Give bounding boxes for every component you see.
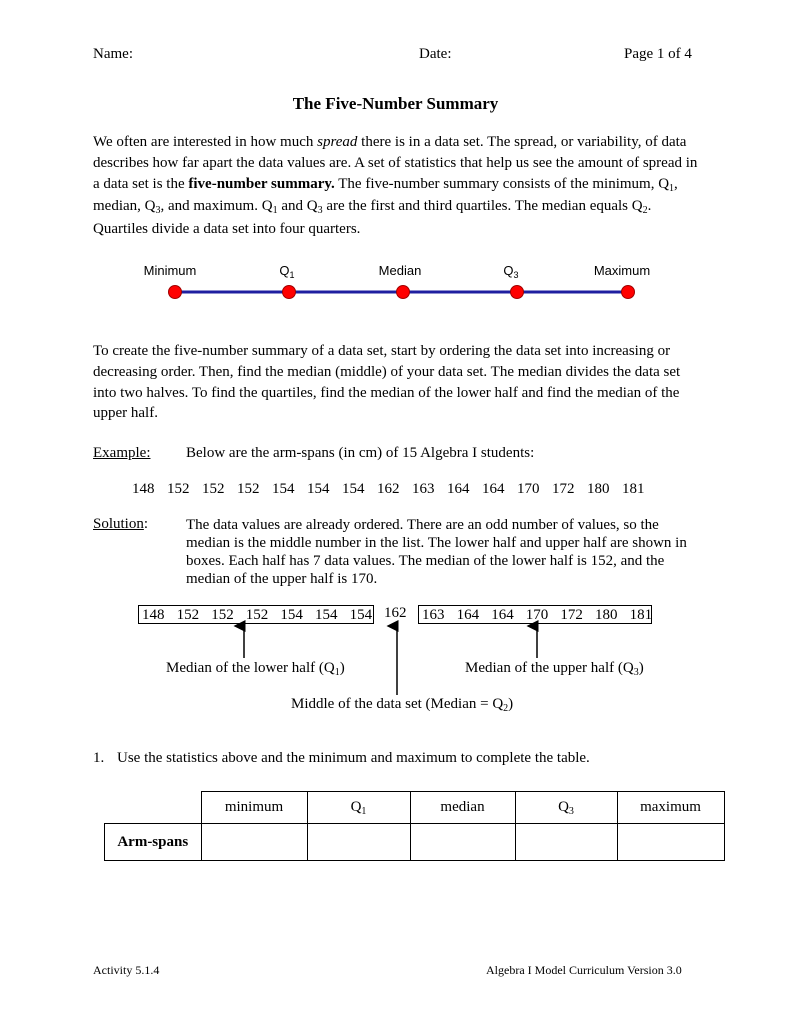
- upper-median-caption: Median of the upper half $(Q_3)$: [465, 660, 644, 678]
- lower-half-value: 152: [211, 607, 234, 623]
- lower-half-value: 152: [176, 607, 200, 623]
- intro-text-1: We often are interested in how much: [93, 134, 318, 150]
- subscript: 3: [155, 205, 161, 217]
- intro-paragraph: [93, 132, 703, 240]
- solution-label: Solution:: [93, 516, 149, 532]
- example-value: 164: [447, 481, 470, 497]
- upper-half-value: 181: [629, 607, 653, 623]
- page-title: The Five-Number Summary: [292, 94, 499, 113]
- intro-text-5: , and maximum. Q: [160, 198, 273, 215]
- middle-value: 162: [384, 605, 407, 621]
- subscript: 1: [669, 182, 675, 194]
- footer-activity: Activity 5.1.4: [93, 963, 160, 977]
- question-text: Use the statistics above and the minimum and maximum to complete the table.: [117, 750, 590, 766]
- nl-label-median: Median: [378, 263, 422, 278]
- header-median: median: [410, 792, 515, 824]
- upper-half-value: 163: [422, 607, 445, 623]
- example-label: Example:: [93, 445, 151, 461]
- arrows-svg: [0, 620, 791, 700]
- five-number-table: [104, 791, 725, 861]
- example-value: 152: [167, 481, 190, 497]
- nl-label-q1: $Q_1$: [279, 263, 295, 280]
- example-value: 152: [202, 481, 225, 497]
- example-value: 180: [587, 481, 610, 497]
- lower-half-value: 154: [349, 607, 373, 623]
- header-minimum: minimum: [201, 792, 307, 824]
- example-value: 162: [377, 481, 400, 497]
- example-value: 148: [132, 481, 155, 497]
- cell-q1[interactable]: [307, 824, 410, 861]
- example-value: 170: [517, 481, 540, 497]
- name-label: Name:: [93, 46, 133, 62]
- example-value: 163: [412, 481, 435, 497]
- cell-q3[interactable]: [515, 824, 617, 861]
- median-dot: [397, 286, 410, 299]
- upper-half-value: 164: [456, 607, 480, 623]
- upper-half-value: 170: [525, 607, 549, 623]
- example-value: 152: [237, 481, 260, 497]
- cell-minimum[interactable]: [201, 824, 307, 861]
- example-value: 164: [482, 481, 505, 497]
- example-value: 154: [272, 481, 295, 497]
- table-corner: [105, 792, 202, 824]
- row-label-arm-spans: Arm-spans: [105, 824, 202, 861]
- nl-label-q3: $Q_3$: [503, 263, 519, 280]
- minimum-dot: [169, 286, 182, 299]
- lower-half-value: 152: [245, 607, 269, 623]
- lower-half-value: 154: [314, 607, 338, 623]
- header-q1: $Q_1$: [307, 792, 410, 824]
- intro-text-7: are the first and third quartiles. The median equals Q: [322, 198, 643, 215]
- number-line-svg: [0, 280, 791, 304]
- q3-dot: [511, 286, 524, 299]
- question-number: 1.: [93, 750, 105, 766]
- upper-half-value: 164: [491, 607, 514, 623]
- five-number-summary-term: five-number summary.: [188, 175, 335, 192]
- example-value: 154: [307, 481, 330, 497]
- example-text: Below are the arm-spans (in cm) of 15 Algebra I students:: [186, 445, 535, 461]
- page-number: Page 1 of 4: [624, 46, 692, 62]
- example-value: 172: [552, 481, 575, 497]
- upper-half-value: 180: [594, 607, 618, 623]
- q1-dot: [283, 286, 296, 299]
- example-value: 154: [342, 481, 365, 497]
- subscript: 2: [642, 205, 648, 217]
- header-q3: $Q_3$: [515, 792, 617, 824]
- instructions-paragraph: To create the five-number summary of a data set, start by ordering the data set into increasing or decreasing order. Then, find the median (middle) of your data set. The median divides the data set into two halves. To find the quartiles, find the median of the lower half and find the median of the upper half.: [93, 343, 681, 422]
- intro-text-6: and Q: [277, 198, 318, 215]
- subscript: 1: [272, 205, 278, 217]
- intro-text-2: there is in a data set. The spread, or variability, of data describes how far apart the data values are. A set of statistics that help us see the amount of spread in a data set is the: [93, 134, 698, 192]
- cell-maximum[interactable]: [617, 824, 724, 861]
- solution-text: The data values are already ordered. There are an odd number of values, so the median is the middle number in the list. The lower half and upper half are shown in boxes. Each half has 7 data values. The median of the lower half is 152, and the median of the upper half is 170.: [186, 517, 687, 587]
- lower-median-caption: Median of the lower half $(Q_1)$: [166, 660, 345, 678]
- lower-half-value: 148: [142, 607, 165, 623]
- upper-half-value: 172: [560, 607, 583, 623]
- lower-half-value: 154: [280, 607, 303, 623]
- median-caption: Middle of the data set (Median = $Q_2$): [291, 696, 514, 714]
- intro-text-8: . Quartiles divide a data set into four quarters.: [93, 198, 652, 238]
- nl-label-minimum: Minimum: [143, 263, 197, 278]
- nl-label-maximum: Maximum: [593, 263, 651, 278]
- date-label: Date:: [419, 46, 452, 62]
- maximum-dot: [622, 286, 635, 299]
- intro-text-3: The five-number summary consists of the minimum, Q: [334, 175, 670, 192]
- spread-term: spread: [317, 134, 358, 150]
- cell-median[interactable]: [410, 824, 515, 861]
- intro-text-4: , median, Q: [93, 175, 678, 215]
- subscript: 3: [317, 205, 323, 217]
- header-maximum: maximum: [617, 792, 724, 824]
- footer-curriculum: Algebra I Model Curriculum Version 3.0: [486, 963, 682, 977]
- example-value: 181: [622, 481, 645, 497]
